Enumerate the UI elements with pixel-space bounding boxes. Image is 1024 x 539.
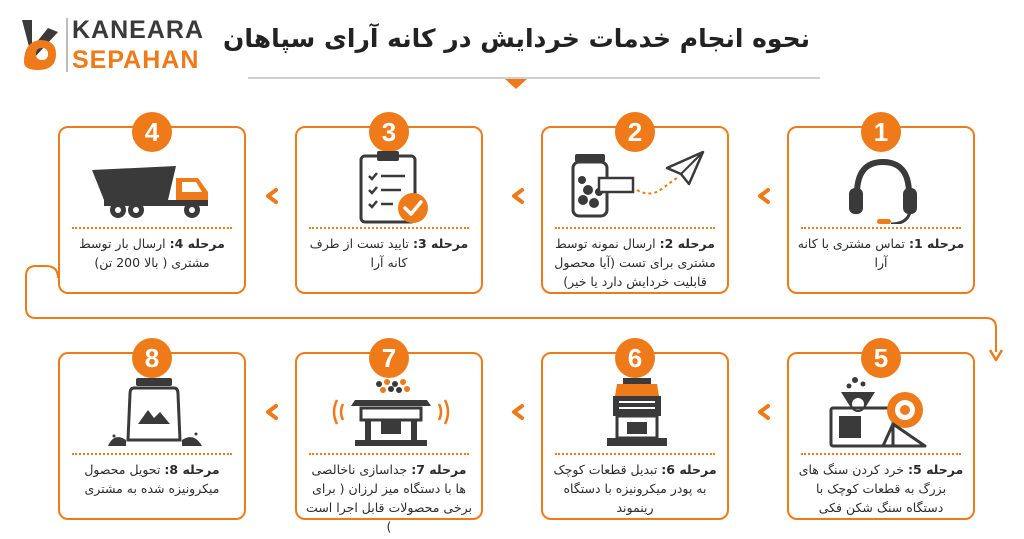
divider-dots [309, 453, 469, 455]
step-text: تماس مشتری با کانه آرا [797, 236, 905, 270]
jaw-crusher-icon [813, 374, 953, 450]
divider-dots [72, 453, 232, 455]
divider-dots [72, 227, 232, 229]
step-stage-label: مرحله 8: [164, 462, 220, 477]
step-stage-label: مرحله 2: [659, 236, 715, 251]
flow-arrow-icon [757, 404, 771, 420]
step-stage-label: مرحله 7: [411, 462, 467, 477]
divider-dots [555, 227, 715, 229]
step-stage-label: مرحله 4: [169, 236, 225, 251]
brand-name-line2: SEPAHAN [72, 46, 200, 74]
step-text: تبدیل قطعات کوچک به پودر میکرونیزه با دستگاه رینموند [553, 462, 707, 515]
step-number: 5 [861, 338, 901, 378]
step-description [305, 460, 473, 534]
raymond-mill-icon [567, 374, 707, 450]
step-card-4 [58, 117, 246, 294]
dump-truck-icon [84, 148, 224, 224]
step-number: 8 [132, 338, 172, 378]
step-text: تحویل محصول میکرونیزه شده به مشتری [84, 462, 220, 496]
flow-arrow-icon [265, 404, 279, 420]
flow-arrow-icon [511, 188, 525, 204]
step-card-2 [541, 117, 729, 294]
sample-jar-icon [567, 148, 707, 224]
title-notch [505, 79, 527, 89]
powder-bag-icon [84, 374, 224, 450]
headset-icon [813, 148, 953, 224]
brand-name-line1: KANEARA [72, 16, 204, 44]
step-number: 7 [369, 338, 409, 378]
step-description [797, 460, 965, 515]
step-description [305, 234, 473, 286]
step-card-6 [541, 343, 729, 520]
logo-mark-icon [16, 18, 60, 72]
step-number: 4 [132, 112, 172, 152]
title-underline [248, 77, 820, 79]
logo-divider [66, 18, 68, 72]
flow-arrow-icon [511, 404, 525, 420]
step-stage-label: مرحله 1: [908, 236, 965, 251]
step-text: خرد کردن سنگ های بزرگ به قطعات کوچک با دستگاه سنگ شکن فکی [798, 462, 947, 515]
step-text: جداسازی ناخالصی ها با دستگاه میز لرزان ( برای برخی محصولات قابل اجرا است ) [306, 462, 472, 534]
step-text: ارسال نمونه توسط مشتری برای تست (آیا محصول قابلیت خردایش دارد یا خیر) [554, 236, 716, 289]
step-card-1 [787, 117, 975, 294]
step-number: 1 [861, 112, 901, 152]
step-number: 6 [615, 338, 655, 378]
divider-dots [309, 227, 469, 229]
brand-logo [16, 14, 206, 76]
step-stage-label: مرحله 3: [412, 236, 469, 251]
flow-arrow-icon [757, 188, 771, 204]
step-card-5 [787, 343, 975, 520]
checklist-icon [321, 148, 461, 224]
step-number: 3 [369, 112, 409, 152]
step-stage-label: مرحله 5: [908, 462, 964, 477]
step-text: ارسال بار توسط مشتری ( بالا 200 تن) [79, 236, 210, 270]
divider-dots [801, 453, 961, 455]
step-text: تایید تست از طرف کانه آرا [309, 236, 409, 270]
step-card-7 [295, 343, 483, 534]
step-description [68, 234, 236, 286]
divider-dots [801, 227, 961, 229]
step-card-8 [58, 343, 246, 520]
divider-dots [555, 453, 715, 455]
step-description [68, 460, 236, 512]
step-card-3 [295, 117, 483, 294]
step-description [551, 234, 719, 289]
step-stage-label: مرحله 6: [661, 462, 717, 477]
page-title: نحوه انجام خدمات خردایش در کانه آرای سپاهان [223, 24, 810, 53]
shaking-table-icon [321, 374, 461, 450]
step-description [797, 234, 965, 286]
flow-arrow-icon [265, 188, 279, 204]
step-description [551, 460, 719, 515]
step-number: 2 [615, 112, 655, 152]
